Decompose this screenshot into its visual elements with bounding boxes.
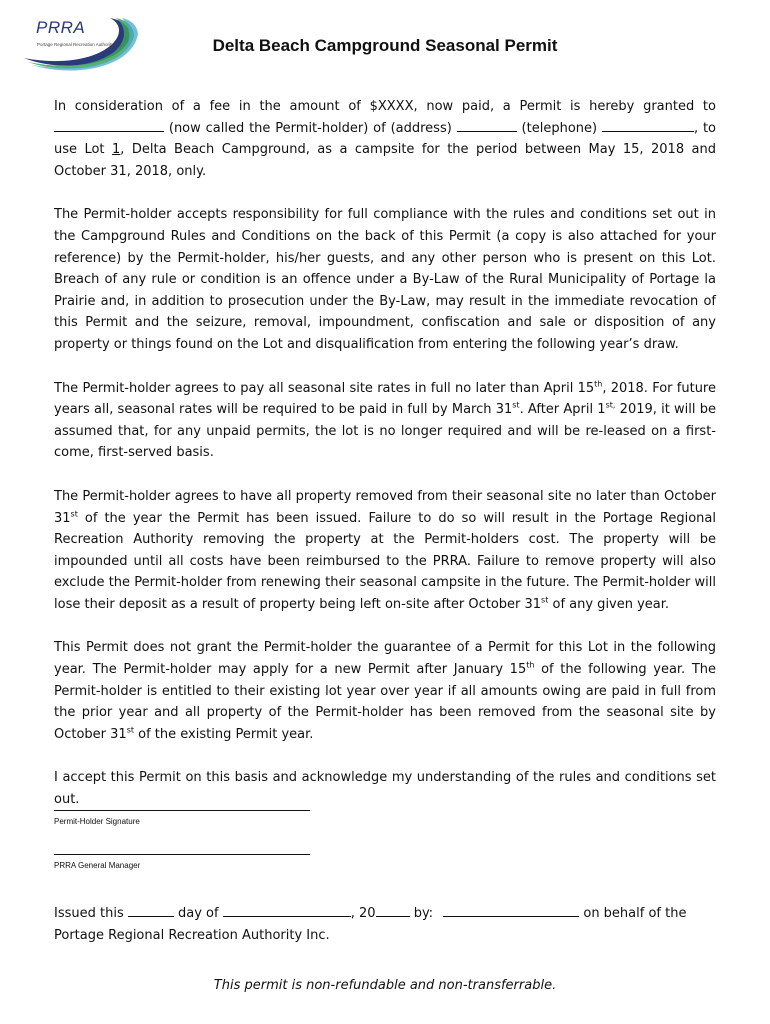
lot-number: 1 [112,142,121,158]
p3-sup1: th [594,379,603,389]
paragraph-acceptance: I accept this Permit on this basis and acknowledge my understanding of the rules and conditions set out. [54,770,716,808]
issued-text-d: by: [413,906,434,921]
issued-line-2: Portage Regional Recreation Authority Inc. [54,928,330,943]
telephone-blank [602,118,694,132]
page-title: Delta Beach Campground Seasonal Permit [212,36,558,55]
permit-body [54,96,716,833]
issued-text-a: Issued this [54,906,124,921]
p5-sup2: st [126,725,135,735]
p4-sup2: st [541,595,549,605]
month-blank[interactable] [223,903,351,917]
issued-text-b: day of [178,906,219,921]
issued-text-e: on behalf of the [583,906,687,921]
p5-text-a: This Permit does not grant the Permit-holder the guarantee of a Permit for this Lot in the following year. The Permit-holder may apply for a new Permit after January 15 [54,640,716,678]
grantee-blank [54,118,164,132]
p1-text-a: In consideration of a fee in the amount of $XXXX, now paid, a Permit is hereby granted to [54,99,716,114]
p4-text-b: of the year the Permit has been issued. Failure to do so will result in the Portage Regional Recreation Authority removing the property at the Permit-holders cost. The property will be impounded until all costs have been reimbursed to the PRRA. Failure to remove property will also exclude the Permit-holder from renewing their seasonal campsite in the future. The Permit-holder will lose their deposit as a result of property being left on-site after October 31 [54,510,716,612]
issued-text-c: , 20 [350,906,376,921]
holder-signature-label: Permit-Holder Signature [54,817,140,826]
p3-text-c: . After April 1 [519,402,606,418]
footer-note: This permit is non-refundable and non-transferrable. [213,978,557,993]
issued-block [54,903,686,947]
p1-text-b: (now called the Permit-holder) of (address) [168,120,452,136]
p5-text-b: of the following year. The Permit-holder is entitled to their existing lot year over year if all amounts owing are paid in full from the prior year and all property of the Permit-holder has been removed from the seasonal site by October 31 [54,662,716,742]
p4-text-a: The Permit-holder agrees to have all property removed from their seasonal site no later than October 31 [54,488,716,526]
p1-text-d: , to use Lot [54,120,716,158]
p1-text-c: (telephone) [521,120,598,136]
issued-line-1 [54,903,686,925]
logo-abbr: PRRA [36,18,86,37]
p1-text-e: , Delta Beach Campground, as a campsite for the period between May 15, 2018 and October 31, 2018, only. [54,142,717,179]
day-blank[interactable] [128,903,174,917]
p4-text-c: of any given year. [548,596,670,612]
year-blank[interactable] [376,903,410,917]
p5-sup1: th [526,660,535,670]
p3-text-d: 2019, it will be assumed that, for any unpaid permits, the lot is no longer required and will be re-leased on a first-come, first-served basis. [54,402,716,461]
paragraph-grant [54,96,716,182]
paragraph-rates [54,378,716,464]
paragraph-responsibility: The Permit-holder accepts responsibility for full compliance with the rules and conditions set out in the Campground Rules and Conditions on the back of this Permit (a copy is also attached for your reference) by the Permit-holder, his/her guests, and any other person who is present on this Lot. Breach of any rule or condition is an offence under a By-Law of the Rural Municipality of Portage la Prairie and, in addition to prosecution under the By-Law, may result in the immediate revocation of this Permit and the seizure, removal, impoundment, confiscation and sale or disposition of any property or things found on the Lot and disqualification from entering the following year’s draw. [54,207,716,352]
p3-sup3: st, [605,400,616,410]
address-blank [457,118,517,132]
p5-text-c: of the existing Permit year. [134,726,314,742]
logo-subtitle: Portage Regional Recreation Authority Inc. [37,42,123,47]
issuer-blank[interactable] [443,903,579,917]
p3-sup2: st [512,400,520,410]
paragraph-property [54,486,716,616]
holder-signature-line[interactable] [54,809,310,811]
paragraph-guarantee [54,637,716,745]
manager-signature-label: PRRA General Manager [54,861,141,870]
p4-sup1: st [70,509,78,519]
manager-signature-line[interactable] [54,853,310,855]
p3-text-a: The Permit-holder agrees to pay all seasonal site rates in full no later than April 15 [54,380,595,396]
p3-text-b: , 2018. For future years all, seasonal rates will be required to be paid in full by March 31 [54,380,716,418]
